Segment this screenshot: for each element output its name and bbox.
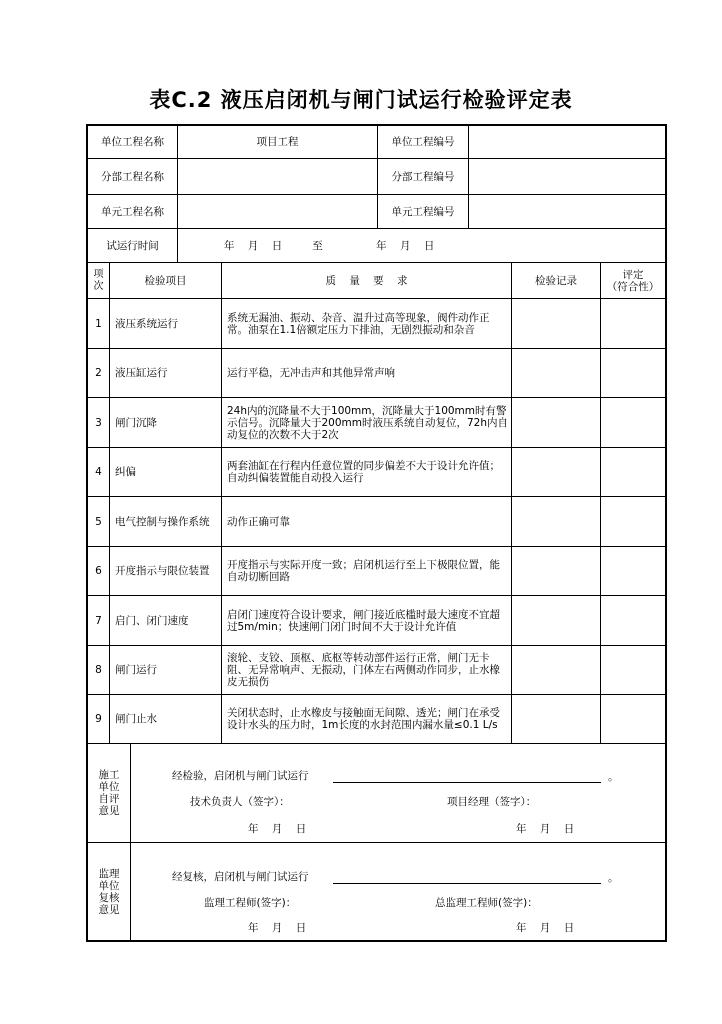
row-inspection-item: 启门、闭门速度 (115, 614, 189, 627)
unit-project-no-label: 单位工程编号 (391, 136, 455, 148)
sub-project-name-value[interactable] (178, 159, 377, 194)
row-number: 3 (95, 416, 102, 429)
supervision-period: 。 (608, 872, 619, 884)
row-inspection-item: 闸门沉降 (115, 416, 157, 429)
supervision-date-right: 年 月 日 (516, 922, 575, 934)
supervision-opinion-line[interactable] (333, 883, 601, 884)
construction-period: 。 (608, 771, 619, 783)
unit-project-name-value[interactable]: 项目工程 (256, 136, 299, 148)
tech-lead-signature[interactable]: 技术负责人（签字）： (190, 796, 290, 808)
supervision-statement: 经复核，启闭机与闸门试运行 (172, 871, 309, 883)
col-requirement-header: 质 量 要 求 (325, 274, 408, 287)
supervision-label: 监理 单位 复核 意见 (98, 867, 120, 916)
row-quality-requirement: 两套油缸在行程内任意位置的同步偏差不大于设计允许值；自动纠偏装置能自动投入运行 (227, 460, 500, 484)
element-project-no-value[interactable] (469, 195, 665, 228)
row-quality-requirement: 开度指示与实际开度一致；启闭机运行至上下极限位置，能自动切断回路 (227, 559, 500, 583)
row-inspection-item: 液压系统运行 (115, 317, 178, 330)
row-inspection-item: 闸门止水 (115, 713, 157, 725)
row-quality-requirement: 关闭状态时，止水橡皮与接触面无间隙、透光；闸门在承受设计水头的压力时，1m长度的水封范围内漏水量≤0.1 L/s (227, 707, 500, 731)
col-no-header: 项 次 (93, 269, 104, 292)
row-number: 9 (95, 713, 102, 725)
supervision-engineer-signature[interactable]: 监理工程师(签字)： (204, 897, 297, 909)
row-number: 7 (95, 614, 102, 627)
row-inspection-record[interactable] (512, 596, 600, 645)
row-inspection-record[interactable] (512, 398, 600, 447)
page-title: 表C.2 液压启闭机与闸门试运行检验评定表 (149, 88, 573, 112)
row-rating[interactable] (601, 596, 665, 645)
construction-date-left: 年 月 日 (248, 823, 307, 835)
row-quality-requirement: 启闭门速度符合设计要求，闸门接近底槛时最大速度不宜超过5m/min；快速闸门闭门时间不大于设计允许值 (227, 608, 500, 633)
row-inspection-record[interactable] (512, 497, 600, 546)
col-item-header: 检验项目 (144, 274, 187, 287)
row-inspection-item: 液压缸运行 (115, 367, 168, 379)
project-manager-signature[interactable]: 项目经理（签字）： (447, 796, 537, 808)
col-rating-header: 评定 （符合性） (606, 268, 660, 293)
chief-engineer-signature[interactable]: 总监理工程师(签字)： (435, 897, 538, 909)
row-rating[interactable] (601, 299, 665, 348)
row-inspection-item: 闸门运行 (115, 664, 157, 676)
row-number: 1 (95, 317, 102, 330)
trial-time-label: 试运行时间 (106, 239, 159, 252)
row-inspection-record[interactable] (512, 547, 600, 595)
row-inspection-item: 纠偏 (115, 466, 136, 478)
row-inspection-item: 电气控制与操作系统 (115, 515, 210, 528)
inspection-form (86, 124, 667, 942)
construction-label: 施工 单位 自评 意见 (98, 769, 120, 817)
row-inspection-record[interactable] (512, 299, 600, 348)
row-quality-requirement: 运行平稳，无冲击声和其他异常声响 (227, 367, 395, 379)
row-number: 2 (95, 367, 102, 379)
row-quality-requirement: 动作正确可靠 (227, 515, 290, 528)
row-inspection-record[interactable] (512, 646, 600, 694)
col-record-header: 检验记录 (535, 274, 577, 287)
row-rating[interactable] (601, 349, 665, 397)
row-rating[interactable] (601, 448, 665, 496)
element-project-name-label: 单元工程名称 (101, 205, 164, 218)
row-quality-requirement: 24h内的沉降量不大于100mm，沉降量大于100mm时有警示信号。沉降量大于200mm时液压系统自动复位，72h内自动复位的次数不大于2次 (227, 404, 509, 441)
sub-project-no-label: 分部工程编号 (391, 170, 455, 183)
construction-date-right: 年 月 日 (516, 823, 575, 835)
trial-time-value[interactable]: 年 月 日 至 年 月 日 (224, 239, 435, 252)
row-inspection-item: 开度指示与限位装置 (115, 565, 210, 577)
element-project-name-value[interactable] (178, 195, 377, 228)
row-number: 8 (95, 664, 102, 676)
row-inspection-record[interactable] (512, 695, 600, 743)
row-quality-requirement: 系统无漏油、振动、杂音、温升过高等现象，阀件动作正常。油泵在1.1倍额定压力下排油，无剧烈振动和杂音 (227, 311, 490, 336)
row-rating[interactable] (601, 497, 665, 546)
construction-opinion-line[interactable] (333, 782, 601, 783)
element-project-no-label: 单元工程编号 (391, 205, 455, 218)
row-number: 4 (95, 466, 102, 478)
sub-project-no-value[interactable] (469, 159, 665, 194)
construction-statement: 经检验，启闭机与闸门试运行 (172, 770, 309, 782)
row-rating[interactable] (601, 695, 665, 743)
supervision-date-left: 年 月 日 (248, 922, 307, 934)
row-inspection-record[interactable] (512, 448, 600, 496)
row-number: 5 (95, 515, 102, 528)
row-number: 6 (95, 565, 102, 577)
sub-project-name-label: 分部工程名称 (101, 170, 164, 183)
row-rating[interactable] (601, 646, 665, 694)
unit-project-no-value[interactable] (469, 126, 665, 158)
unit-project-name-label: 单位工程名称 (101, 136, 164, 148)
row-rating[interactable] (601, 547, 665, 595)
row-quality-requirement: 滚轮、支铰、顶枢、底枢等转动部件运行正常，闸门无卡阻、无异常响声、无振动，门体左右两侧动作同步，止水橡皮无损伤 (227, 652, 500, 688)
row-rating[interactable] (601, 398, 665, 447)
row-inspection-record[interactable] (512, 349, 600, 397)
